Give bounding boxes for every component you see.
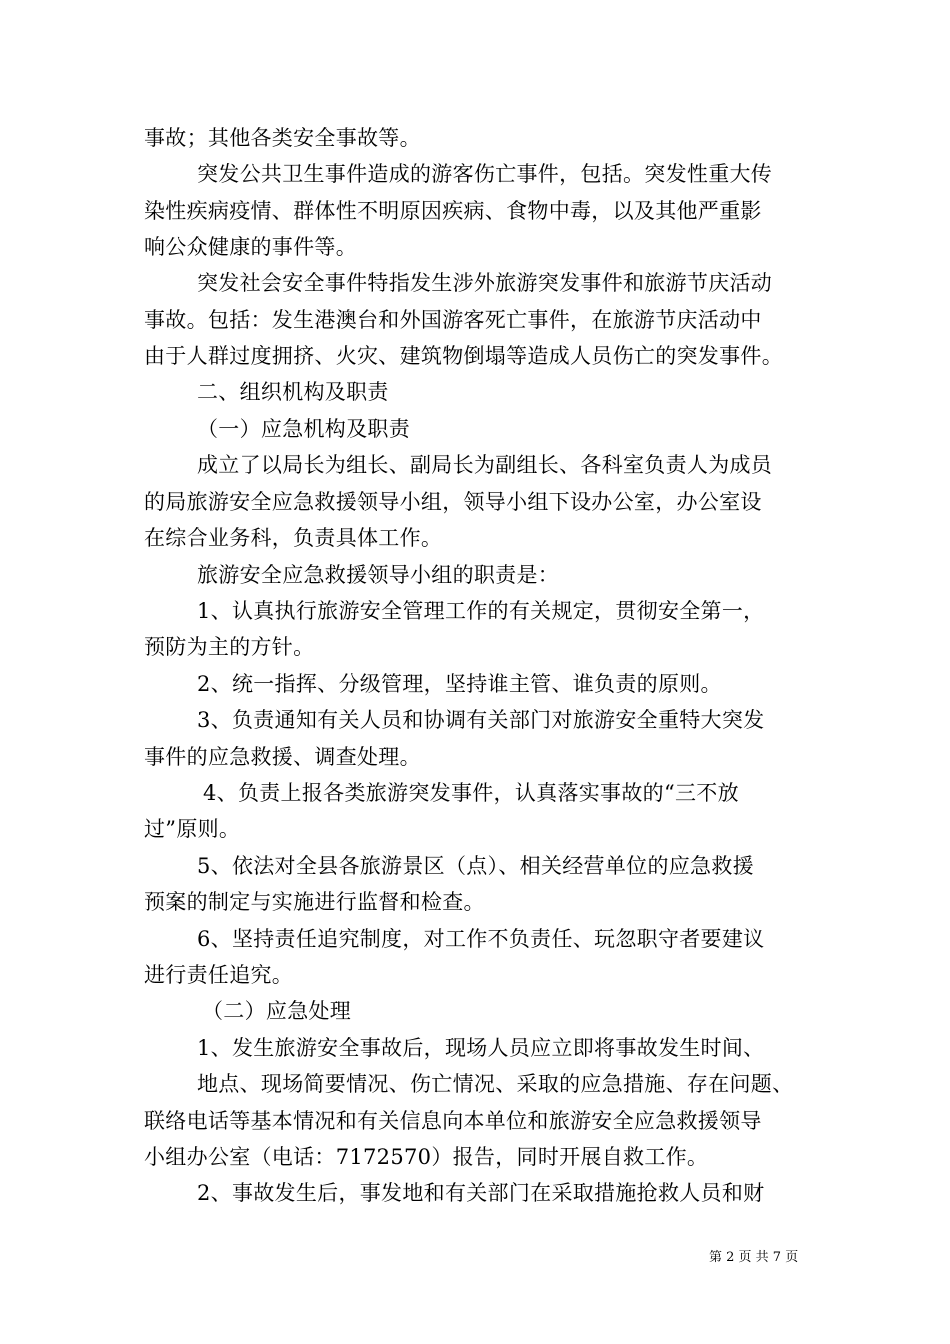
list-item: 2、统一指挥、分级管理，坚持谁主管、谁负责的原则。: [197, 672, 722, 696]
list-item: 1、认真执行旅游安全管理工作的有关规定，贯彻安全第一，: [197, 599, 765, 623]
paragraph-line: 事件的应急救援、调查处理。: [144, 745, 421, 769]
paragraph-line: 预案的制定与实施进行监督和检查。: [144, 890, 485, 914]
paragraph-line: 旅游安全应急救援领导小组的职责是：: [197, 563, 560, 587]
list-item: 4、负责上报各类旅游突发事件，认真落实事故的“三不放: [203, 781, 739, 805]
paragraph-line: 事故。包括：发生港澳台和外国游客死亡事件，在旅游节庆活动中: [144, 308, 762, 332]
subsection-heading: （二）应急处理: [202, 999, 352, 1023]
list-item: 6、坚持责任追究制度，对工作不负责任、玩忽职守者要建议: [197, 927, 765, 951]
paragraph-line: 的局旅游安全应急救援领导小组，领导小组下设办公室，办公室设: [144, 490, 762, 514]
paragraph-line: 小组办公室（电话：7172570）报告，同时开展自救工作。: [144, 1145, 709, 1169]
page-number: 第 2 页 共 7 页: [709, 1250, 799, 1265]
paragraph-line: 预防为主的方针。: [144, 635, 315, 659]
paragraph-line: 染性疾病疫情、群体性不明原因疾病、食物中毒，以及其他严重影: [144, 199, 762, 223]
list-item: 2、事故发生后，事发地和有关部门在采取措施抢救人员和财: [197, 1181, 765, 1205]
paragraph-line: 由于人群过度拥挤、火灾、建筑物倒塌等造成人员伤亡的突发事件。: [144, 344, 783, 368]
paragraph-line: 在综合业务科，负责具体工作。: [144, 526, 443, 550]
list-item: 1、发生旅游安全事故后，现场人员应立即将事故发生时间、: [197, 1036, 765, 1060]
list-item: 5、依法对全县各旅游景区（点）、相关经营单位的应急救援: [197, 854, 754, 878]
list-item: 3、负责通知有关人员和协调有关部门对旅游安全重特大突发: [197, 708, 765, 732]
paragraph-line: 进行责任追究。: [144, 963, 294, 987]
subsection-heading: （一）应急机构及职责: [197, 417, 410, 441]
paragraph-line: 联络电话等基本情况和有关信息向本单位和旅游安全应急救援领导: [144, 1109, 762, 1133]
paragraph-line: 过”原则。: [144, 817, 241, 841]
paragraph-line: 成立了以局长为组长、副局长为副组长、各科室负责人为成员: [197, 453, 773, 477]
paragraph-line: 突发社会安全事件特指发生涉外旅游突发事件和旅游节庆活动: [197, 271, 773, 295]
paragraph-line: 响公众健康的事件等。: [144, 235, 357, 259]
paragraph-line: 突发公共卫生事件造成的游客伤亡事件，包括。突发性重大传: [197, 162, 773, 186]
section-heading: 二、组织机构及职责: [197, 380, 389, 404]
page-footer: [0, 1248, 950, 1268]
paragraph-line: 事故；其他各类安全事故等。: [144, 126, 421, 150]
paragraph-line: 地点、现场简要情况、伤亡情况、采取的应急措施、存在问题、: [197, 1072, 794, 1096]
